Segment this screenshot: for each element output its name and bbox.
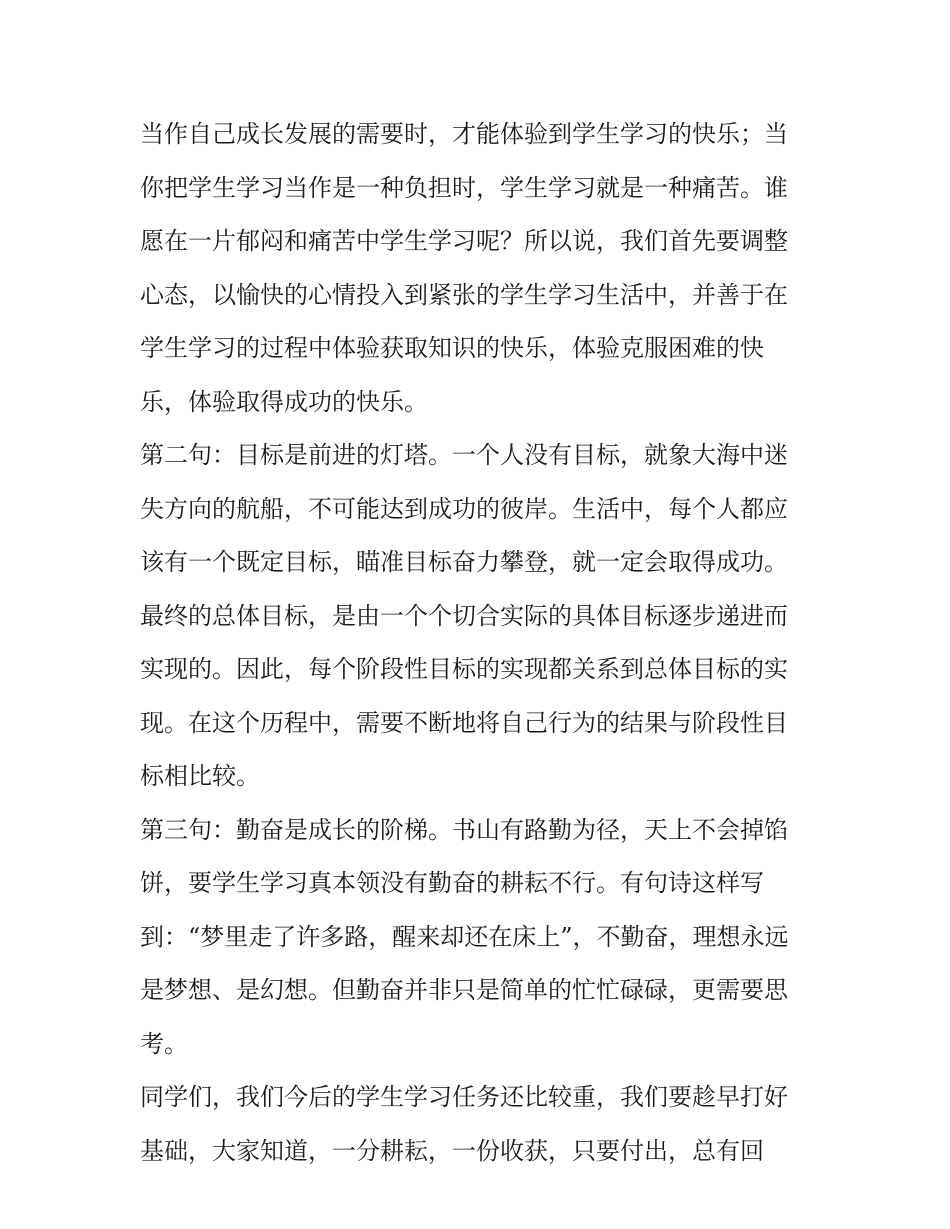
- text-line: 愿在一片郁闷和痛苦中学生学习呢？所以说，我们首先要调整: [140, 227, 788, 255]
- text-line: 基础，大家知道，一分耕耘，一份收获，只要付出，总有回: [140, 1136, 764, 1165]
- text-line: 第二句：目标是前进的灯塔。一个人没有目标，就象大海中迷: [140, 441, 788, 469]
- text-line: 同学们，我们今后的学生学习任务还比较重，我们要趁早打好: [140, 1083, 788, 1111]
- text-line: 该有一个既定目标，瞄准目标奋力攀登，就一定会取得成功。: [140, 548, 788, 576]
- text-line: 当作自己成长发展的需要时，才能体验到学生学习的快乐；当: [140, 120, 788, 148]
- text-line: 考。: [140, 1029, 188, 1058]
- text-line: 心态，以愉快的心情投入到紧张的学生学习生活中，并善于在: [140, 280, 788, 309]
- text-line: 是梦想、是幻想。但勤奋并非只是简单的忙忙碌碌，更需要思: [140, 976, 788, 1004]
- text-line: 第三句：勤奋是成长的阶梯。书山有路勤为径，天上不会掉馅: [140, 815, 788, 844]
- text-line: 到：“梦里走了许多路，醒来却还在床上”，不勤奋，理想永远: [140, 922, 789, 951]
- text-line: 现。在这个历程中，需要不断地将自己行为的结果与阶段性目: [140, 708, 788, 737]
- document-page: [140, 108, 820, 1178]
- text-line: 乐，体验取得成功的快乐。: [140, 387, 428, 416]
- text-line: 标相比较。: [140, 762, 260, 790]
- text-line: 失方向的航船，不可能达到成功的彼岸。生活中，每个人都应: [140, 494, 788, 523]
- text-line: 最终的总体目标，是由一个个切合实际的具体目标逐步递进而: [140, 601, 788, 630]
- text-line: 你把学生学习当作是一种负担时，学生学习就是一种痛苦。谁: [140, 173, 788, 202]
- text-line: 实现的。因此，每个阶段性目标的实现都关系到总体目标的实: [140, 655, 788, 683]
- text-line: 学生学习的过程中体验获取知识的快乐，体验克服困难的快: [140, 334, 764, 362]
- text-line: 饼，要学生学习真本领没有勤奋的耕耘不行。有句诗这样写: [140, 869, 764, 897]
